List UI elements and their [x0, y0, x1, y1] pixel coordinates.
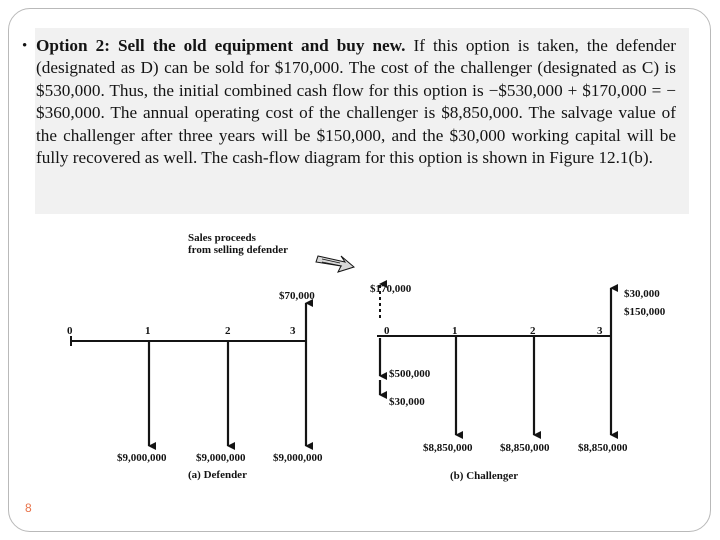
page-number: 8	[25, 501, 32, 515]
challenger-period-1: 1	[452, 325, 458, 337]
hatched-arrow-icon	[316, 256, 354, 272]
challenger-period-0: 0	[384, 325, 390, 337]
challenger-caption: (b) Challenger	[450, 470, 519, 482]
defender-inflow-label: $70,000	[279, 290, 315, 302]
challenger-outflow-1-label: $8,850,000	[423, 442, 473, 454]
challenger-sale-label: $170,000	[370, 283, 412, 295]
defender-outflow-2-label: $9,000,000	[196, 452, 246, 464]
challenger-period-2: 2	[530, 325, 536, 337]
defender-outflow-1-label: $9,000,000	[117, 452, 167, 464]
challenger-period-3: 3	[597, 325, 603, 337]
challenger-salvage-label: $150,000	[624, 306, 666, 318]
defender-period-0: 0	[67, 325, 73, 337]
defender-caption: (a) Defender	[188, 469, 247, 481]
note-line-2: from selling defender	[188, 244, 289, 256]
option-title: Option 2: Sell the old equipment and buy new.	[36, 36, 406, 55]
note-line-1: Sales proceeds	[188, 232, 256, 244]
bullet: •	[22, 38, 28, 54]
challenger-outflow-2-label: $8,850,000	[500, 442, 550, 454]
defender-outflow-3-label: $9,000,000	[273, 452, 323, 464]
defender-period-3: 3	[290, 325, 296, 337]
challenger-wc-inflow-label: $30,000	[624, 288, 660, 300]
option-body: If this option is taken, the defender (designated as D) can be sold for $170,000. The cost of the challenger (designated as C) is $530,000. Thus, the initial combined cash flow for this option is −$530,000 + $170,000 = −$360,000. The annual operating cost of the challenger is $8,850,000. The salvage value of the challenger after three years will be $150,000, and the $30,000 working capital will be fully recovered as well. The cash-flow diagram for this option is shown in Figure 12.1(b).	[36, 36, 676, 168]
defender-period-1: 1	[145, 325, 151, 337]
defender-period-2: 2	[225, 325, 231, 337]
challenger-outflow-3-label: $8,850,000	[578, 442, 628, 454]
challenger-wc-outflow-label: $30,000	[389, 396, 425, 408]
challenger-purchase-label: $500,000	[389, 368, 431, 380]
